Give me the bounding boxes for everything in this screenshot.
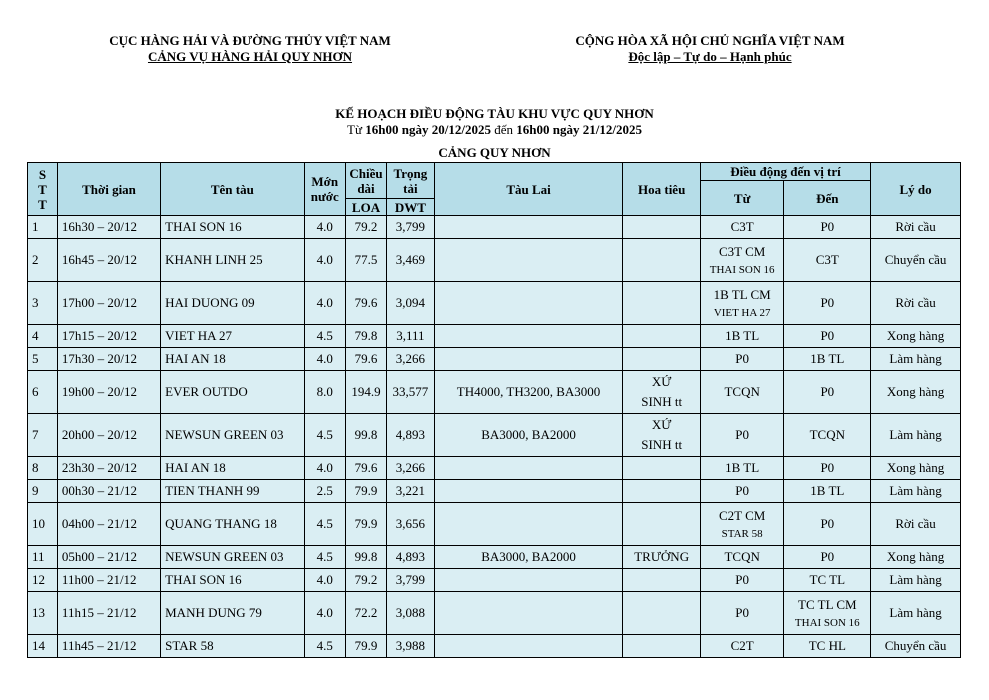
- cell-time: 04h00 – 21/12: [57, 503, 160, 546]
- cell-from-line: 1B TL: [725, 460, 760, 475]
- cell-ship: VIET HA 27: [161, 325, 304, 348]
- table-row: [28, 569, 961, 592]
- draft-word: Mớn: [311, 174, 339, 189]
- cell-to-line: P0: [820, 295, 835, 310]
- length-word: Chiều: [349, 165, 383, 181]
- cell-time: 11h15 – 21/12: [57, 592, 160, 635]
- cell-dwt: 3,221: [387, 480, 434, 503]
- cell-tug: [434, 282, 623, 325]
- cell-reason: Xong hàng: [871, 457, 961, 480]
- cell-ship: EVER OUTDO: [161, 371, 304, 414]
- cell-tug: BA3000, BA2000: [434, 414, 623, 457]
- cell-reason: Xong hàng: [871, 546, 961, 569]
- table-row: [28, 239, 961, 282]
- cell-time: 19h00 – 20/12: [57, 371, 160, 414]
- cell-to: [784, 569, 871, 592]
- cell-time: 20h00 – 20/12: [57, 414, 160, 457]
- cell-loa: 79.6: [345, 282, 386, 325]
- cell-from: [700, 569, 784, 592]
- cell-to-line: C3T: [815, 252, 839, 267]
- cell-stt: 14: [28, 635, 58, 658]
- cell-pilot: [623, 569, 700, 592]
- cell-draft: 4.5: [304, 414, 345, 457]
- col-header-from: Từ: [700, 181, 784, 216]
- cell-ship: NEWSUN GREEN 03: [161, 546, 304, 569]
- cell-to-line: TC TL: [809, 572, 846, 587]
- col-header-dwt: DWT: [387, 199, 434, 216]
- cell-from: [700, 216, 784, 239]
- col-header-reason: Lý do: [871, 163, 961, 216]
- cell-dwt: 4,893: [387, 546, 434, 569]
- cell-pilot: [623, 480, 700, 503]
- cell-tug: [434, 480, 623, 503]
- cell-to-line: TCQN: [809, 427, 845, 442]
- cell-stt: 10: [28, 503, 58, 546]
- cell-draft: 2.5: [304, 480, 345, 503]
- cell-draft: 4.0: [304, 569, 345, 592]
- table-row: [28, 635, 961, 658]
- cell-from-line: C3T CM: [718, 243, 766, 259]
- cell-reason: Rời cầu: [871, 282, 961, 325]
- col-header-time: Thời gian: [57, 163, 160, 216]
- cell-to-line: 1B TL: [810, 483, 845, 498]
- cell-pilot: [623, 546, 700, 569]
- cell-tug: [434, 325, 623, 348]
- cell-from: [700, 414, 784, 457]
- cell-to: [784, 371, 871, 414]
- cell-to-line: P0: [820, 516, 835, 531]
- col-header-stt: [28, 163, 58, 216]
- cell-from-line: C2T: [730, 638, 754, 653]
- cell-to: [784, 348, 871, 371]
- cell-reason: Làm hàng: [871, 480, 961, 503]
- cell-dwt: 4,893: [387, 414, 434, 457]
- table-row: [28, 216, 961, 239]
- cell-tug: [434, 503, 623, 546]
- cell-to: [784, 216, 871, 239]
- table-row: [28, 325, 961, 348]
- cell-ship: QUANG THANG 18: [161, 503, 304, 546]
- cell-reason: Xong hàng: [871, 371, 961, 414]
- cell-to: [784, 414, 871, 457]
- cell-reason: Rời cầu: [871, 216, 961, 239]
- cell-pilot: [623, 635, 700, 658]
- cell-dwt: 33,577: [387, 371, 434, 414]
- cell-reason: Chuyển cầu: [871, 635, 961, 658]
- table-row: [28, 371, 961, 414]
- cell-from-line: P0: [735, 351, 750, 366]
- cell-draft: 8.0: [304, 371, 345, 414]
- ship-movement-table: [27, 162, 961, 658]
- agency-name: CỤC HÀNG HẢI VÀ ĐƯỜNG THỦY VIỆT NAM: [109, 33, 391, 48]
- cell-loa: 79.2: [345, 569, 386, 592]
- cell-tug: [434, 216, 623, 239]
- cell-tug: [434, 569, 623, 592]
- cell-ship: MANH DUNG 79: [161, 592, 304, 635]
- cell-dwt: 3,266: [387, 348, 434, 371]
- cell-from: [700, 635, 784, 658]
- cell-dwt: 3,799: [387, 216, 434, 239]
- cell-stt: 3: [28, 282, 58, 325]
- cell-stt: 12: [28, 569, 58, 592]
- cell-loa: 79.9: [345, 635, 386, 658]
- cell-to-line: P0: [820, 328, 835, 343]
- cell-from-line: TCQN: [724, 549, 760, 564]
- cell-tug: [434, 348, 623, 371]
- cell-from-line: C2T CM: [718, 507, 766, 523]
- cell-from: [700, 592, 784, 635]
- cell-to: [784, 325, 871, 348]
- cell-pilot-line: XỨ: [651, 417, 672, 432]
- cell-ship: HAI AN 18: [161, 457, 304, 480]
- cell-time: 05h00 – 21/12: [57, 546, 160, 569]
- cell-ship: HAI DUONG 09: [161, 282, 304, 325]
- cell-from-line: P0: [735, 605, 750, 620]
- cell-dwt: 3,111: [387, 325, 434, 348]
- table-row: [28, 282, 961, 325]
- cell-stt: 9: [28, 480, 58, 503]
- cell-to-line: P0: [820, 549, 835, 564]
- cell-draft: 4.0: [304, 592, 345, 635]
- cell-from: [700, 348, 784, 371]
- col-header-loa: LOA: [345, 199, 386, 216]
- cell-reason: Xong hàng: [871, 325, 961, 348]
- cell-to: [784, 282, 871, 325]
- stt-letter: T: [38, 181, 47, 197]
- cell-pilot-line: SINH tt: [641, 394, 683, 409]
- cell-loa: 77.5: [345, 239, 386, 282]
- cell-stt: 13: [28, 592, 58, 635]
- cell-ship: STAR 58: [161, 635, 304, 658]
- cell-stt: 7: [28, 414, 58, 457]
- cell-from-line: 1B TL: [725, 328, 760, 343]
- table-row: [28, 592, 961, 635]
- col-header-to: Đến: [784, 181, 871, 216]
- cell-pilot: [623, 592, 700, 635]
- cell-draft: 4.5: [304, 635, 345, 658]
- cell-loa: 79.8: [345, 325, 386, 348]
- cell-loa: 79.6: [345, 348, 386, 371]
- document-title: KẾ HOẠCH ĐIỀU ĐỘNG TÀU KHU VỰC QUY NHƠN: [335, 106, 654, 121]
- cell-dwt: 3,088: [387, 592, 434, 635]
- cell-from: [700, 239, 784, 282]
- cell-loa: 79.6: [345, 457, 386, 480]
- cell-ship: NEWSUN GREEN 03: [161, 414, 304, 457]
- cell-tug: TH4000, TH3200, BA3000: [434, 371, 623, 414]
- col-header-tug: Tàu Lai: [434, 163, 623, 216]
- col-header-ship: Tên tàu: [161, 163, 304, 216]
- cell-from-line: P0: [735, 572, 750, 587]
- cell-to-line: 1B TL: [810, 351, 845, 366]
- period-to-time: 16h00 ngày 21/12/2025: [516, 122, 642, 137]
- cell-pilot: [623, 239, 700, 282]
- cell-pilot: [623, 348, 700, 371]
- cell-pilot: [623, 282, 700, 325]
- cell-draft: 4.0: [304, 216, 345, 239]
- cell-time: 17h00 – 20/12: [57, 282, 160, 325]
- cell-stt: 6: [28, 371, 58, 414]
- cell-stt: 4: [28, 325, 58, 348]
- cell-time: 16h45 – 20/12: [57, 239, 160, 282]
- draft-word: nước: [310, 189, 339, 204]
- cell-time: 16h30 – 20/12: [57, 216, 160, 239]
- table-row: [28, 503, 961, 546]
- cell-time: 17h15 – 20/12: [57, 325, 160, 348]
- cell-to: [784, 503, 871, 546]
- cell-from: [700, 480, 784, 503]
- cell-to-line: THAI SON 16: [794, 616, 860, 629]
- cell-from-line: 1B TL CM: [713, 286, 771, 302]
- period-to-word: đến: [494, 122, 514, 137]
- cell-to: [784, 592, 871, 635]
- cell-to-line: TC TL CM: [798, 596, 857, 612]
- table-row: [28, 457, 961, 480]
- cell-draft: 4.5: [304, 546, 345, 569]
- cell-ship: THAI SON 16: [161, 216, 304, 239]
- cell-dwt: 3,266: [387, 457, 434, 480]
- table-row: [28, 348, 961, 371]
- cell-to: [784, 457, 871, 480]
- cell-to: [784, 546, 871, 569]
- document-period: [0, 122, 989, 138]
- col-header-pilot: Hoa tiêu: [623, 163, 700, 216]
- cell-reason: Làm hàng: [871, 592, 961, 635]
- length-word: dài: [357, 180, 375, 196]
- cell-tug: BA3000, BA2000: [434, 546, 623, 569]
- cell-from-line: STAR 58: [721, 527, 763, 540]
- period-from-time: 16h00 ngày 20/12/2025: [365, 122, 491, 137]
- period-from-word: Từ: [347, 122, 363, 137]
- cell-to: [784, 239, 871, 282]
- cell-from-line: C3T: [730, 219, 754, 234]
- table-row: [28, 480, 961, 503]
- cell-stt: 2: [28, 239, 58, 282]
- cell-reason: Làm hàng: [871, 569, 961, 592]
- cell-tug: [434, 635, 623, 658]
- cell-loa: 99.8: [345, 546, 386, 569]
- cell-dwt: 3,656: [387, 503, 434, 546]
- col-header-draft: [304, 163, 345, 216]
- cell-from-line: THAI SON 16: [709, 263, 775, 276]
- cell-time: 00h30 – 21/12: [57, 480, 160, 503]
- cell-from: [700, 503, 784, 546]
- cell-pilot: [623, 414, 700, 457]
- cell-from-line: VIET HA 27: [713, 306, 771, 319]
- cell-pilot: [623, 503, 700, 546]
- cell-reason: Làm hàng: [871, 414, 961, 457]
- cell-tug: [434, 457, 623, 480]
- cell-from: [700, 371, 784, 414]
- national-header: [520, 33, 900, 65]
- cell-from: [700, 457, 784, 480]
- cell-from-line: TCQN: [724, 384, 760, 399]
- cell-dwt: 3,094: [387, 282, 434, 325]
- col-header-tonnage: Trọng tải: [387, 163, 434, 199]
- cell-tug: [434, 239, 623, 282]
- cell-dwt: 3,469: [387, 239, 434, 282]
- cell-time: 17h30 – 20/12: [57, 348, 160, 371]
- cell-reason: Chuyển cầu: [871, 239, 961, 282]
- cell-from: [700, 546, 784, 569]
- cell-to-line: P0: [820, 219, 835, 234]
- cell-reason: Rời cầu: [871, 503, 961, 546]
- cell-ship: KHANH LINH 25: [161, 239, 304, 282]
- cell-loa: 79.9: [345, 503, 386, 546]
- cell-reason: Làm hàng: [871, 348, 961, 371]
- cell-pilot: [623, 371, 700, 414]
- stt-letter: T: [38, 196, 47, 212]
- table-row: [28, 414, 961, 457]
- col-header-length: [345, 163, 386, 199]
- cell-loa: 194.9: [345, 371, 386, 414]
- cell-pilot: [623, 216, 700, 239]
- cell-to-line: P0: [820, 384, 835, 399]
- cell-time: 11h00 – 21/12: [57, 569, 160, 592]
- cell-draft: 4.0: [304, 239, 345, 282]
- cell-to-line: P0: [820, 460, 835, 475]
- cell-pilot-line: TRƯỞNG: [634, 549, 690, 564]
- col-header-move: Điều động đến vị trí: [700, 163, 870, 181]
- national-motto: Độc lập – Tự do – Hạnh phúc: [628, 49, 792, 64]
- cell-ship: THAI SON 16: [161, 569, 304, 592]
- cell-dwt: 3,988: [387, 635, 434, 658]
- cell-loa: 79.9: [345, 480, 386, 503]
- country-name: CỘNG HÒA XÃ HỘI CHỦ NGHĨA VIỆT NAM: [575, 33, 845, 48]
- cell-stt: 11: [28, 546, 58, 569]
- cell-draft: 4.0: [304, 348, 345, 371]
- cell-pilot-line: XỨ: [651, 374, 672, 389]
- cell-loa: 79.2: [345, 216, 386, 239]
- cell-pilot: [623, 325, 700, 348]
- cell-loa: 72.2: [345, 592, 386, 635]
- cell-from-line: P0: [735, 427, 750, 442]
- cell-tug: [434, 592, 623, 635]
- cell-pilot-line: SINH tt: [641, 437, 683, 452]
- cell-stt: 1: [28, 216, 58, 239]
- cell-draft: 4.5: [304, 325, 345, 348]
- cell-dwt: 3,799: [387, 569, 434, 592]
- cell-stt: 8: [28, 457, 58, 480]
- table-row: [28, 546, 961, 569]
- cell-loa: 99.8: [345, 414, 386, 457]
- port-authority-name: CẢNG VỤ HÀNG HẢI QUY NHƠN: [147, 49, 353, 64]
- cell-from: [700, 325, 784, 348]
- cell-to: [784, 480, 871, 503]
- cell-to-line: TC HL: [808, 638, 846, 653]
- cell-stt: 5: [28, 348, 58, 371]
- cell-from-line: P0: [735, 483, 750, 498]
- cell-draft: 4.0: [304, 457, 345, 480]
- cell-draft: 4.0: [304, 282, 345, 325]
- cell-to: [784, 635, 871, 658]
- cell-from: [700, 282, 784, 325]
- cell-ship: TIEN THANH 99: [161, 480, 304, 503]
- cell-time: 23h30 – 20/12: [57, 457, 160, 480]
- cell-ship: HAI AN 18: [161, 348, 304, 371]
- stt-letter: S: [38, 166, 47, 182]
- agency-header: [60, 33, 440, 65]
- cell-time: 11h45 – 21/12: [57, 635, 160, 658]
- cell-draft: 4.5: [304, 503, 345, 546]
- cell-pilot: [623, 457, 700, 480]
- port-heading: CẢNG QUY NHƠN: [438, 145, 551, 160]
